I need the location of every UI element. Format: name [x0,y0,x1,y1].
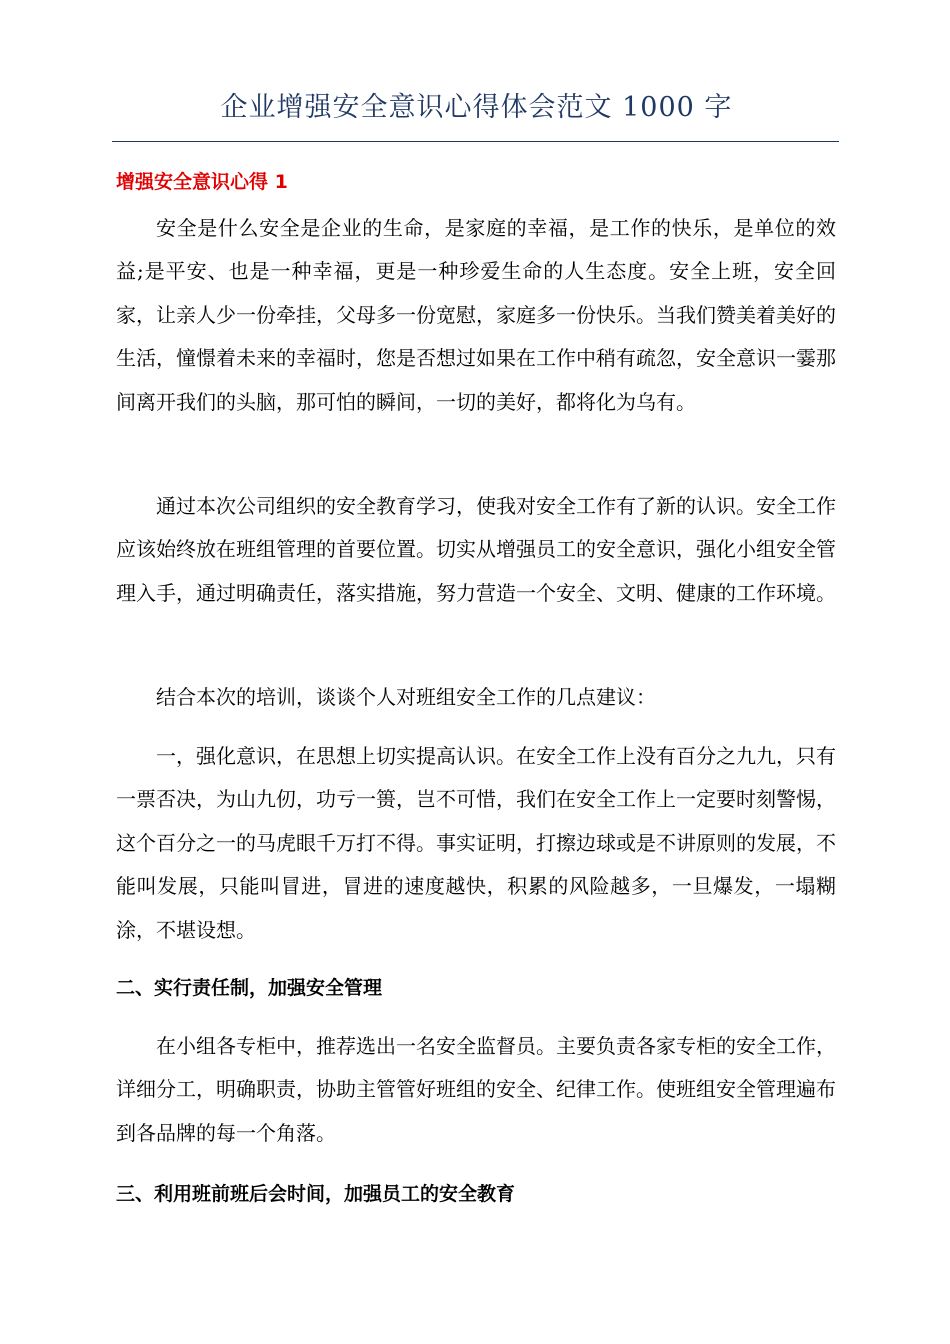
document-title: 企业增强安全意识心得体会范文 1000 字 [220,92,733,123]
title-underline [112,141,839,142]
heading-responsibility: 二、实行责任制，加强安全管理 [116,977,383,999]
heading-safety-education: 三、利用班前班后会时间，加强员工的安全教育 [116,1183,516,1205]
paragraph-4: 一，强化意识，在思想上切实提高认识。在安全工作上没有百分之九九，只有一票否决，为山九仞，功亏一篑，岂不可惜，我们在安全工作上一定要时刻警惕，这个百分之一的马虎眼千万打不得。事实证明，打擦边球或是不讲原则的发展，不能叫发展，只能叫冒进，冒进的速度越快，积累的风险越多，一旦爆发，一塌糊涂，不堪设想。 [116,744,836,942]
paragraph-3: 结合本次的培训，谈谈个人对班组安全工作的几点建议： [156,685,656,709]
paragraph-5: 在小组各专柜中，推荐选出一名安全监督员。主要负责各家专柜的安全工作，详细分工，明确职责，协助主管管好班组的安全、纪律工作。使班组安全管理遍布到各品牌的每一个角落。 [116,1034,836,1145]
section-title: 增强安全意识心得 1 [116,171,288,193]
paragraph-2: 通过本次公司组织的安全教育学习，使我对安全工作有了新的认识。安全工作应该始终放在班组管理的首要位置。切实从增强员工的安全意识，强化小组安全管理入手，通过明确责任，落实措施，努力营造一个安全、文明、健康的工作环境。 [116,494,836,605]
paragraph-1: 安全是什么安全是企业的生命，是家庭的幸福，是工作的快乐，是单位的效益;是平安、也是一种幸福，更是一种珍爱生命的人生态度。安全上班，安全回家，让亲人少一份牵挂，父母多一份宽慰，家庭多一份快乐。当我们赞美着美好的生活，憧憬着未来的幸福时，您是否想过如果在工作中稍有疏忽，安全意识一霎那间离开我们的头脑，那可怕的瞬间，一切的美好，都将化为乌有。 [116,216,836,414]
